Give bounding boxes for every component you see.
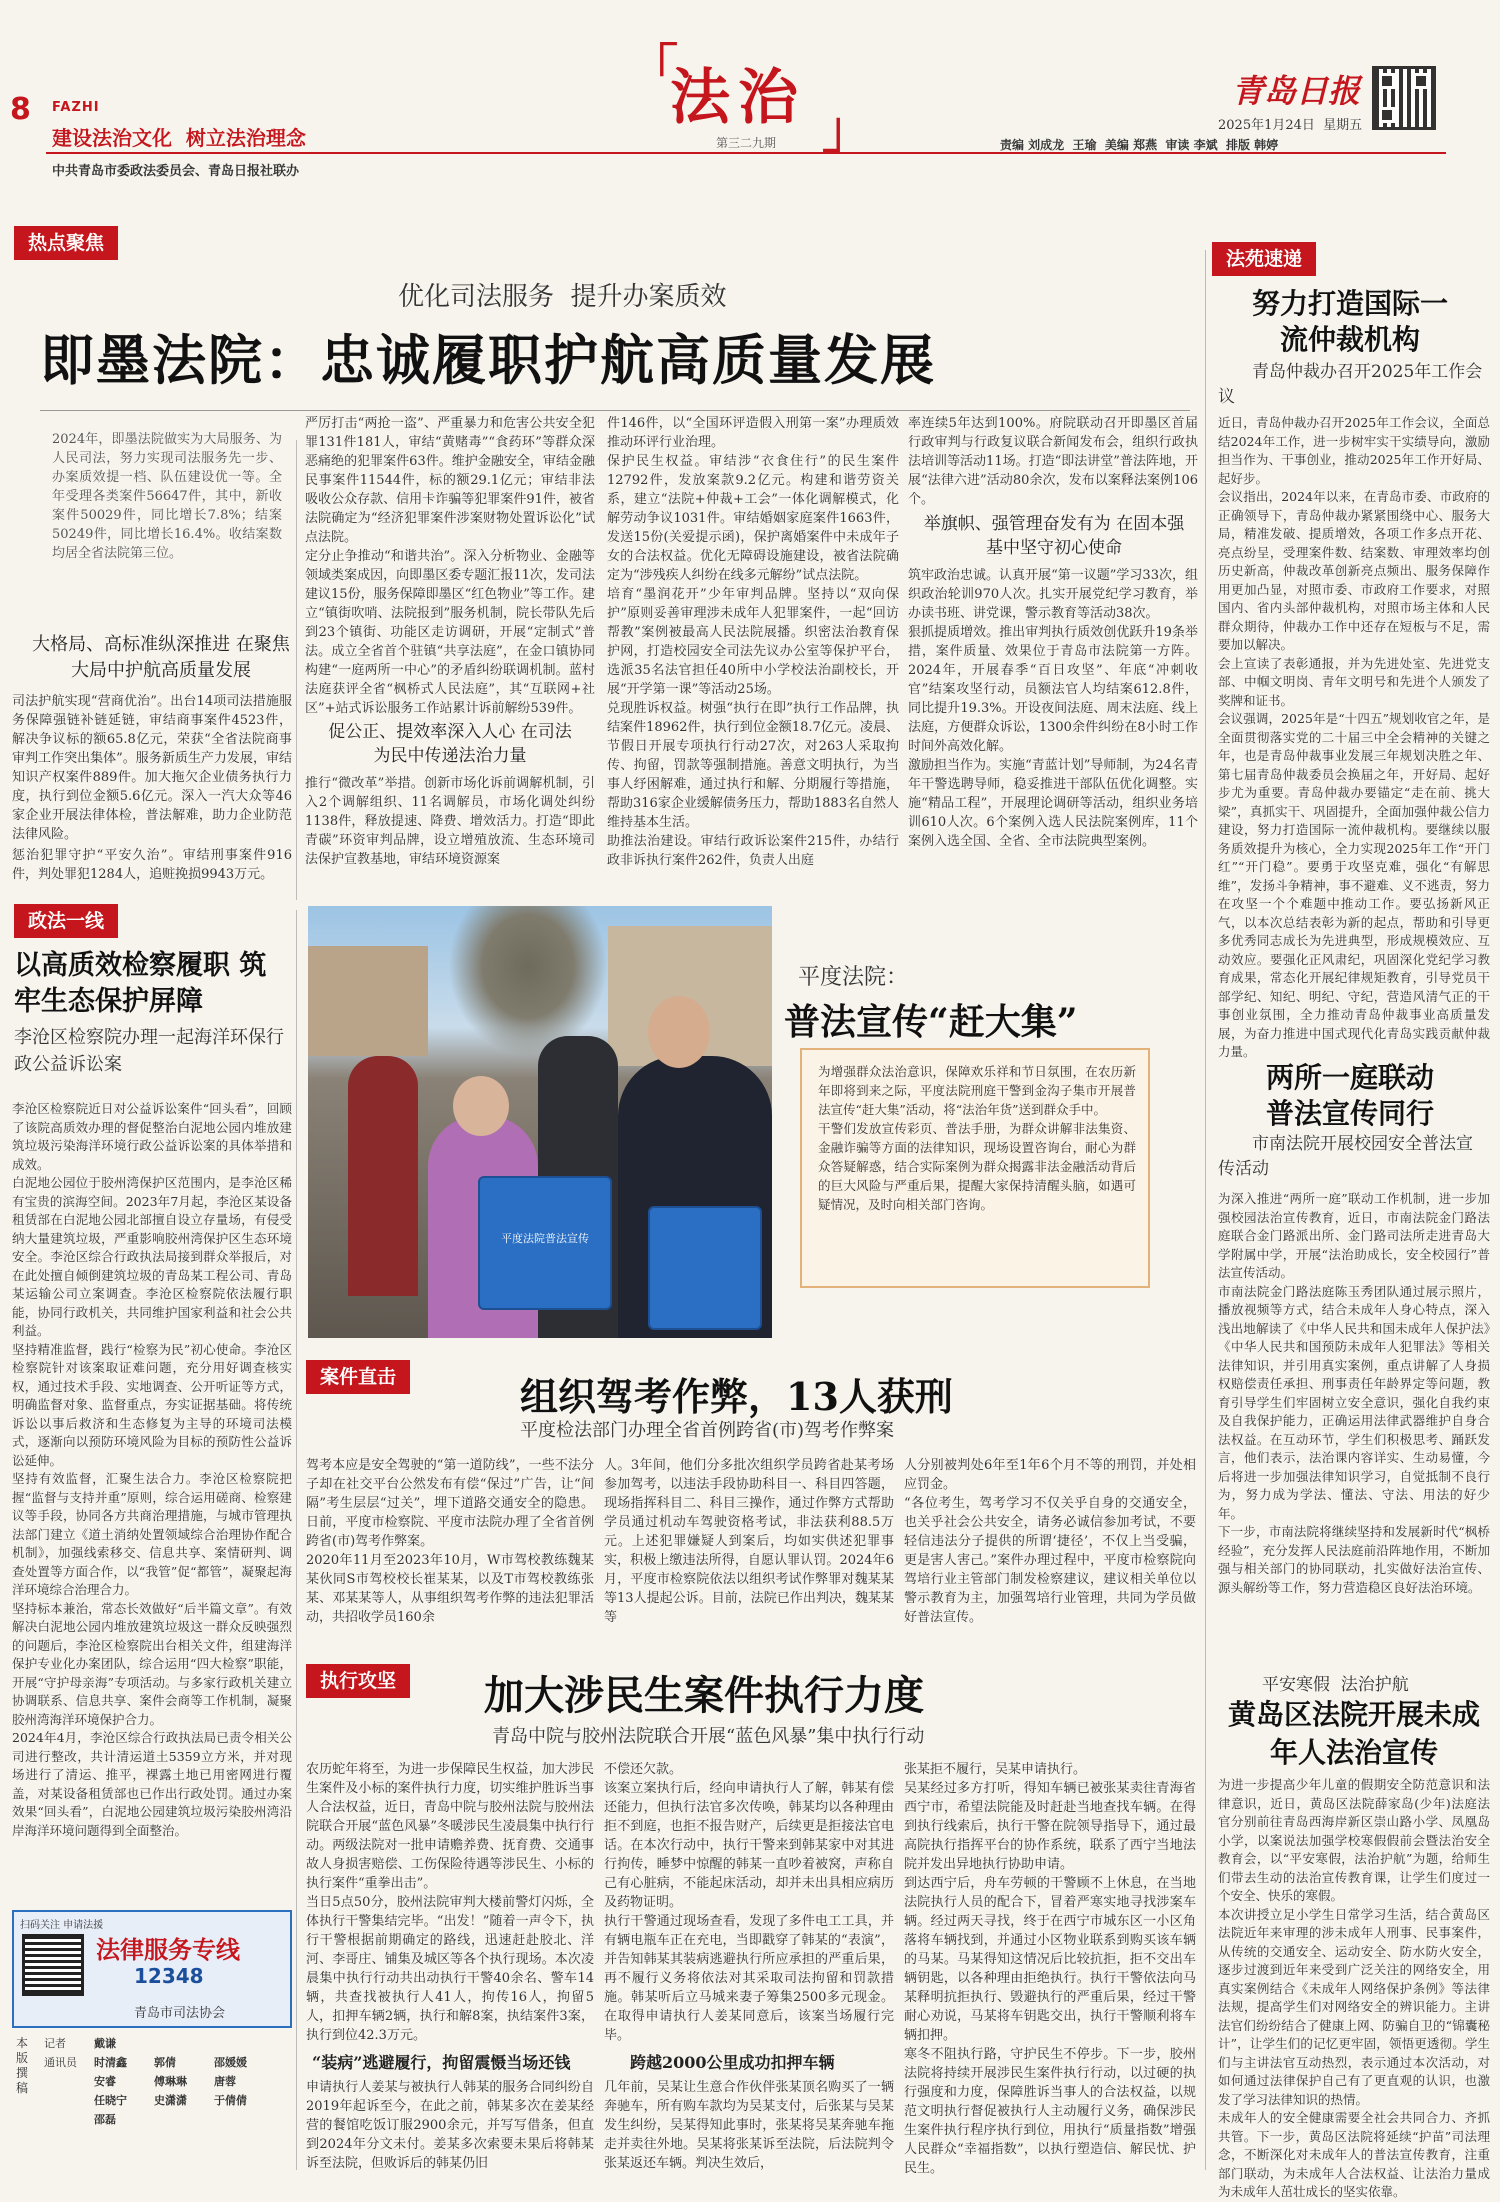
lead-rule	[40, 410, 1190, 411]
staff-line: 责编 刘成龙 王瑜 美编 郑燕 审读 李斌 排版 韩婷	[1000, 138, 1279, 152]
photo-tree	[448, 906, 608, 1056]
paper-logo: 青岛日报	[1232, 72, 1361, 110]
section-title: 法治	[670, 63, 806, 133]
exec-title: 加大涉民生案件执行力度	[484, 1672, 924, 1719]
case-subtitle: 平度检法部门办理全省首例跨省(市)驾考作弊案	[520, 1420, 895, 1441]
right-article-3-kicker: 平安寒假 法治护航	[1262, 1675, 1409, 1695]
right-article-2-title: 两所一庭联动 普法宣传同行	[1265, 1061, 1434, 1130]
credits-row: 通讯员 时清鑫 郭倩 邵媛媛	[44, 2056, 247, 2069]
case-col-1: 驾考本应是安全驾驶的“第一道防线”，一些不法分子却在社交平台公然发布有偿“保过”广告，让“间隔”考生层层“过关”，埋下道路交通安全的隐患。日前，平度市检察院、平度市法院办理了全省首例跨省(市)驾考作弊案。 2020年11月至2023年10月，W市驾校教练魏某某伙同S市驾校校长崔某某，以及T市驾校教练张某、邓某某等人，从事组织驾考作弊的违法犯罪活动，共招收学员160余	[306, 1458, 594, 1625]
divider-lower-left	[296, 910, 297, 2170]
feature-photo	[308, 906, 772, 1338]
exec-col-2b: 几年前，吴某让生意合作伙伴张某顶名购买了一辆奔驰车，所有购车款均为吴某支付，后张某与吴某发生纠纷，吴某得知此事时，张某将吴某奔驰车拖走并卖往外地。吴某将张某诉至法院，后法院判令张某返还车辆。判决生效后，	[604, 2080, 894, 2171]
exec-subtitle: 青岛中院与胶州法院联合开展“蓝色风暴”集中执行行动	[492, 1726, 925, 1747]
lead-col-2b: 推行“微改革”举措。创新市场化诉前调解机制，引入2个调解组织、11名调解员，市场化调处纠纷1138件，释放提速、降费、增效活力。打造“即此青碳”环资审判品牌，设立增殖放流、生态环境司法保护宣教基地，审结环境资源案	[305, 776, 595, 867]
credits-table	[44, 2034, 294, 2129]
lead-title: 即墨法院：忠诚履职护航高质量发展	[40, 328, 936, 392]
feature-kicker: 平度法院：	[798, 965, 909, 990]
right-article-2-subtitle: 市南法院开展校园安全普法宣传活动	[1218, 1134, 1473, 1179]
exec-col-2: 不偿还欠款。 该案立案执行后，经向申请执行人了解，韩某有偿还能力，但执行法官多次传唤，韩某均以各种理由拒不到庭，也拒不报告财产，后续更是拒接法官电话。在本次行动中，执行干警来到韩某家中对其进行拘传，睡梦中惊醒的韩某一直吵着被窝，声称自己有心脏病，不能起床活动，却并未出具相应病历及药物证明。 执行干警通过现场查看，发现了多件电工工具，并有辆电瓶车正在充电，当即戳穿了韩某的“表演”，并告知韩某其装病逃避执行所应承担的严重后果，再不履行义务将依法对其采取司法拘留和罚款措施。韩某听后立马城来妻子筹集2500多元现金。在取得申请执行人姜某同意后，该案当场履行完毕。	[604, 1762, 894, 2043]
photo-blue-bag: 平度法院普法宣传	[478, 1176, 612, 1310]
sponsor-line: 中共青岛市委政法委员会、青岛日报社联办	[52, 164, 300, 179]
right-article-1-body: 近日，青岛仲裁办召开2025年工作会议，全面总结2024年工作，进一步树牢实干实绩导向，激励担当作为、干事创业，推动2025年工作开好局、起好步。 会议指出，2024年以来，在青岛市委、市政府的正确领导下，青岛仲裁办紧紧围绕中心、服务大局，精准发破、提质增效，各项工作多点开花、亮点纷呈，受理案件数、结案数、审理效率均创历史新高，仲裁改革创新亮点频出、服务保障作用更加凸显，对照市委、市政府工作要求，对照国内、省内头部仲裁机构，对照市场主体和人民群众期待，仲裁办工作中还存在短板与不足，需要加以解决。 会上宣读了表彰通报，并为先进处室、先进党支部、中帼文明岗、青年文明号和先进个人颁发了奖牌和证书。 会议强调，2025年是“十四五”规划收官之年，是全面贯彻落实党的二十届三中全会精神的关键之年，也是青岛仲裁事业发展三年规划决胜之年、第七届青岛仲裁委员会换届之年，开好局、起好步尤为重要。青岛仲裁办要锚定“走在前、挑大梁”，真抓实干、巩固提升，全面加强仲裁公信力建设，努力打造国际一流仲裁机构。要继续以服务质效提升为核心，全力实现2025年工作“开门红”“开门稳”。要勇于攻坚克难，强化“有解思维”，发扬斗争精神，事不避难、义不逃责，努力在攻坚一个个难题中推动工作。要弘扬新风正气，以本次总结表彰为新的起点，帮助和引导更多优秀同志成长为先进典型，形成规模效应、互动效应。要强化正风肃纪，巩固深化党纪学习教育成果，常态化开展纪律规矩教育，引导党员干部学纪、知纪、明纪、守纪，营造风清气正的干事创业氛围，全力推动青岛仲裁事业高质量发展，为奋力推进中国式现代化青岛实践贡献仲裁力量。	[1218, 415, 1490, 1059]
right-article-2-body: 为深入推进“两所一庭”联动工作机制，进一步加强校园法治宣传教育，近日，市南法院金门路法庭联合金门路派出所、金门路司法所走进青岛大学附属中学，开展“法治助成长，安全校园行”普法宣传活动。 市南法院金门路法庭陈玉秀团队通过展示照片，播放视频等方式，结合未成年人身心特点，深入浅出地解读了《中华人民共和国未成年人保护法》《中华人民共和国预防未成年人犯罪法》等相关法律知识，并引用真实案例，重点讲解了人身损权赔偿责任承担、刑事责任年龄界定等问题，教育引导学生们牢固树立安全意识，强化自我约束及自我保护能力，正确运用法律武器维护自身合法权益。在互动环节，学生们积极思考、踊跃发言，他们表示，法治课内容详实、生动易懂，今后将进一步加强法律知识学习，自觉抵制不良行为，努力成为学法、懂法、守法、用法的好少年。 下一步，市南法院将继续坚持和发展新时代“枫桥经验”，充分发挥人民法庭前沿阵地作用，不断加强与相关部门的协同联动，扎实做好法治宣传、源头解纷等工作，努力营造稳区良好法治环境。	[1218, 1191, 1490, 1595]
credits-row: 任晓宁 史潇潇 于倩倩	[94, 2094, 247, 2107]
section-pinyin: FAZHI	[52, 100, 100, 115]
exec-subhead-1: “装病”逃避履行，拘留震慑当场还钱	[312, 2053, 571, 2072]
lead-kicker: 优化司法服务 提升办案质效	[398, 282, 727, 312]
procur-title: 以高质效检察履职 筑牢生态保护屏障	[14, 950, 267, 1017]
photo-blue-bag	[648, 1206, 762, 1330]
issue-number: 第三二九期	[716, 136, 777, 150]
exec-col-1b: 申请执行人姜某与被执行人韩某的服务合同纠纷自2019年起诉至今，在此之前，韩某多次在姜某经营的餐馆吃饭订服2900余元，并写写借条，但直到2024年分文未付。姜某多次索要未果后将韩某诉至法院，但败诉后的韩某仍旧	[306, 2080, 594, 2171]
lead-col-4: 率连续5年达到100%。府院联动召开即墨区首届行政审判与行政复议联合新闻发布会，组织行政执法培训等活动11场。打造“即法讲堂”普法阵地，开展“法律六进”活动80余次，发布以案释法案例106个。	[908, 416, 1198, 507]
tag-politics-law-frontline: 政法一线	[14, 904, 118, 938]
tag-hot-focus: 热点聚焦	[14, 226, 118, 260]
section-slogan: 建设法治文化 树立法治理念	[52, 126, 306, 150]
divider-left	[296, 440, 297, 900]
hotline-top-text: 扫码关注 申请法援	[20, 1920, 104, 1931]
tag-enforcement: 执行攻坚	[306, 1664, 410, 1698]
exec-subhead-2: 跨越2000公里成功扣押车辆	[630, 2053, 835, 2072]
lead-subhead-3: 举旗帜、强管理奋发有为 在固本强基中坚守初心使命	[923, 514, 1185, 558]
hotline-line1: 法律服务专线	[96, 1935, 240, 1964]
right-article-1-subtitle: 青岛仲裁办召开2025年工作会议	[1218, 362, 1483, 407]
feature-caption: 为增强群众法治意识，保障欢乐祥和节日氛围，在农历新年即将到来之际，平度法院刑庭干警到金沟子集市开展普法宣传“赶大集”活动，将“法治年货”送到群众手中。 干警们发放宣传彩页、普法手册，为群众讲解非法集资、金融诈骗等方面的法律知识，现场设置咨询台，耐心为群众答疑解惑，结合实际案例为群众揭露非法金融活动背后的巨大风险与严重后果，提醒大家保持清醒头脑，如遇可疑情况，及时向相关部门咨询。	[818, 1064, 1136, 1212]
lead-col-2: 严厉打击“两抢一盗”、严重暴力和危害公共安全犯罪131件181人，审结“黄赌毒”“食药环”等群众深恶痛绝的犯罪案件63件。维护金融安全，审结金融民事案件11544件，标的额29.1亿元；审结非法吸收公众存款、信用卡诈骗等犯罪案件91件，被省法院确定为“经济犯罪案件涉案财物处置诉讼化”试点法院。 定分止争推动“和谐共治”。深入分析物业、金融等领域类案成因，向即墨区委专题汇报11次，发司法建议15份，服务保障即墨区“红色物业”等工作。建立“镇街吹哨、法院报到”服务机制，院长带队先后到23个镇街、功能区走访调研，开展“定制式”普法。成立全省首个驻镇“共享法庭”，在金口镇协同构建“一庭两所一中心”的矛盾纠纷联调机制。蓝村法庭获评全省“枫桥式人民法庭”，其“互联网+社区”+站式诉讼服务工作站累计诉前解纷539件。	[305, 416, 595, 716]
lead-summary: 2024年，即墨法院做实为大局服务、为人民司法，努力实现司法服务先一步、办案质效提一档、队伍建设优一等。全年受理各类案件56647件，其中，新收案件50029件，同比增长7.8%；结案50249件，同比增长16.4%。收结案数均居全省法院第三位。	[52, 432, 282, 561]
title-bracket-left: 「	[628, 38, 678, 97]
right-article-1-title: 努力打造国际一流仲裁机构	[1251, 287, 1448, 356]
credits-row: 安睿 傅琳琳 唐蓉	[94, 2075, 236, 2088]
hotline-box	[12, 1910, 292, 2028]
photo-person-red	[348, 1056, 418, 1296]
procur-body: 李沧区检察院近日对公益诉讼案件“回头看”，回顾了该院高质效办理的督促整治白泥地公园内堆放建筑垃圾污染海洋环境行政公益诉讼案的具体举措和成效。 白泥地公园位于胶州湾保护区范围内，是李沧区稀有宝贵的滨海空间。2023年7月起，李沧区某设备租赁部在白泥地公园北部擅自设立存量场，有侵受纳大量建筑垃圾，严重影响胶州湾保护区生态环境安全。李沧区综合行政执法局接到群众举报后，对在此处擅自倾倒建筑垃圾的青岛某工程公司、青岛某运输公司立案调查。李沧区检察院依法履行职能，协同行政机关，共同维护国家利益和社会公共利益。 坚持精准监督，践行“检察为民”初心使命。李沧区检察院针对该案取证难问题，充分用好调查核实权，通过技术手段、实地调查、公开听证等方式，明确监督对象、监督重点，夯实证据基础。将传统诉讼以事后救济和生态修复为主导的环境司法模式，逐渐向以预防环境风险为目标的预防性公益诉讼延伸。 坚持有效监督，汇聚生法合力。李沧区检察院把握“监督与支持并重”原则，综合运用磋商、检察建议等手段，协同各方共商治理措施，与城市管理执法部门建立《道土消纳处置领域综合治理协作配合机制》，加强线索移交、信息共享、案情研判、调查处置等方面合作，以“我管”促“都管”，凝聚起海洋环境综合治理合力。 坚持标本兼治，常态长效做好“后半篇文章”。有效解决白泥地公园内堆放建筑垃圾这一群众反映强烈的问题后，李沧区检察院出台相关文件，组建海洋保护专业化办案团队，综合运用“四大检察”职能，开展“守护母亲海”专项活动。与多家行政机关建立协调联系、信息共享、案件会商等工作机制，凝聚胶州湾海洋环境保护合力。 2024年4月，李沧区综合行政执法局已责令相关公司进行整改，共计清运道土5359立方米，并对现场进行了清运、推平，裸露土地已用密网进行覆盖，对某设备租赁部也已作出行政处罚。通过办案效果“回头看”，白泥地公园建筑垃圾污染胶州湾沿岸海洋环境问题得到全面整治。	[12, 1101, 292, 1838]
feature-caption-box	[800, 1048, 1150, 1288]
lead-para-2: 惩治犯罪守护“平安久治”。审结刑事案件916件，判处罪犯1284人，追赃挽损9943万元。	[12, 848, 292, 882]
tag-court-express: 法苑速递	[1212, 242, 1316, 276]
credits-label: 本版撰稿	[16, 2036, 29, 2095]
credits-row: 邵磊	[94, 2113, 116, 2126]
lead-col-4b: 筑牢政治忠诚。认真开展“第一议题”学习33次，组织政治轮训970人次。扎实开展党纪学习教育，举办读书班、讲党课，警示教育等活动38次。 狠抓提质增效。推出审判执行质效创优跃升19条举措，案件质量、效果位于青岛市法院第一方阵。2024年，开展春季“百日攻坚”、年底“冲刺收官”结案攻坚行动，员额法官人均结案612.8件，同比提升19.3%。开设夜间法庭、周末法庭、线上法庭，方便群众诉讼，1300余件纠纷在8小时工作时间外高效化解。 激励担当作为。实施“青蓝计划”导师制，为24名青年干警选聘导师，稳妥推进干部队伍优化调整。实施“精品工程”，开展理论调研等活动，组织业务培训610人次。6个案例入选人民法院案例库，11个案例入选全国、全省、全市法院典型案例。	[908, 568, 1198, 849]
title-bracket-right: 」	[822, 100, 872, 159]
divider-right	[1205, 250, 1206, 2170]
photo-officer-head	[648, 996, 710, 1068]
hotline-qr-icon[interactable]	[22, 1934, 84, 1996]
exec-col-3: 张某拒不履行，吴某申请执行。 吴某经过多方打听，得知车辆已被张某卖往青海省西宁市，希望法院能及时赶赴当地查找车辆。在得到执行线索后，执行干警在院领导指导下，通过最高院执行指挥平台的协作系统，联系了西宁当地法院并发出异地执行协助申请。 到达西宁后，舟车劳顿的干警顾不上休息，在当地法院执行人员的配合下，冒着严寒实地寻找涉案车辆。经过两天寻找，终于在西宁市城东区一小区角落将车辆找到，并通过小区物业联系到购买该车辆的马某。马某得知这情况后比较抗拒，拒不交出车辆钥匙，以各种理由拒绝执行。执行干警依法向马某释明抗拒执行、毁避执行的严重后果，经过干警耐心劝说，马某将车钥匙交出，执行干警顺利将车辆扣押。 寒冬不阻执行路，守护民生不停步。下一步，胶州法院将持续开展涉民生案件执行行动，以过硬的执行强度和力度，保障胜诉当事人的合法权益，以规范文明执行督促被执行人主动履行义务，确保涉民生案件执行程序执行到位，用执行“质量指数”增强人民群众“幸福指数”，以执行塑造信、解民忧、护民生。	[904, 1762, 1196, 2176]
qr-code-icon[interactable]	[1372, 66, 1436, 130]
right-article-3-title: 黄岛区法院开展未成年人法治宣传	[1227, 1698, 1480, 1769]
lead-para-1: 司法护航实现“营商优治”。出台14项司法措施服务保障强链补链延链，审结商事案件4523件，解决争议标的额65.8亿元，荣获“全省法院商事审判工作突出集体”。服务新质生产力发展，审结知识产权案件889件。加大拖欠企业债务执行力度，执行到位金额5.6亿元。深入一汽大众等46家企业开展法律体检，普法解难，助力企业防范法律风险。	[12, 694, 292, 842]
case-col-3: 人分别被判处6年至1年6个月不等的刑罚，并处相应罚金。 “各位考生，驾考学习不仅关乎自身的交通安全，也关乎社会公共安全，请务必诚信参加考试，不要轻信违法分子提供的所谓‘捷径’，不仅上当受骗，更是害人害己。”案件办理过程中，平度市检察院向驾培行业主管部门制发检察建议，建议相关单位以警示教育为主，加强驾培行业管理，共同为学员做好普法宣传。	[904, 1458, 1196, 1625]
exec-col-1: 农历蛇年将至，为进一步保障民生权益，加大涉民生案件及小标的案件执行力度，切实维护胜诉当事人合法权益，近日，青岛中院与胶州法院与胶州法院联合开展“蓝色风暴”冬暖涉民生凌晨集中执行行动。两级法院对一批申请赡养费、抚育费、交通事故人身损害赔偿、工伤保险待遇等涉民生、小标的执行案件“重拳出击”。 当日5点50分，胶州法院审判大楼前警灯闪烁，全体执行干警集结完毕。“出发！”随着一声令下，执行干警根据前期确定的路线，迅速赶赴胶北、洋河、李哥庄、铺集及城区等各个执行现场。本次凌晨集中执行行动共出动执行干警40余名、警车14辆，共查找被执行人41人，拘传16人，拘留5人，扣押车辆2辆，执行和解8案，执结案件3案，执行到位42.3万元。	[306, 1762, 594, 2043]
tag-case-report: 案件直击	[306, 1360, 410, 1394]
hotline-org: 青岛市司法协会	[134, 2006, 226, 2021]
feature-title: 普法宣传“赶大集”	[784, 1001, 1078, 1043]
photo-building	[308, 946, 428, 1056]
lead-subhead-1: 大格局、高标准纵深推进 在聚焦大局中护航高质量发展	[32, 634, 290, 681]
right-article-3-body: 为进一步提高少年儿童的假期安全防范意识和法律意识，近日，黄岛区法院薛家岛(少年)法庭法官分别前往青岛西海岸新区崇山路小学、凤凰岛小学，以案说法加强学校寒假假前会暨法治安全教育会，以“平安寒假，法治护航”为题，给师生们带去生动的法治宣传教育课，让学生们度过一个安全、快乐的寒假。 本次讲授立足小学生日常学习生活，结合黄岛区法院近年来审理的涉未成年人刑事、民事案件，从传统的交通安全、运动安全、防水防火安全，逐步过渡到近年来受到广泛关注的网络安全，用真实案例结合《未成年人网络保护条例》等法律法规，提高学生们对网络安全的辨识能力。主讲法官们纷纷结合了健康上网、防骗自卫的“锦囊秘计”，让学生们的记忆更牢固，领悟更透彻。学生们与主讲法官互动热烈，表示通过本次活动，对如何通过法律保护自己有了更直观的认识，也激发了学习法律知识的热情。 未成年人的安全健康需要全社会共同合力、齐抓共管。下一步，黄岛区法院将延续“护苗”司法理念，不断深化对未成年人的普法宣传教育，注重部门联动，为未成年人合法权益、让法治力量成为未成年人茁壮成长的坚实依靠。	[1218, 1777, 1490, 2199]
page-number: 8	[10, 92, 31, 127]
lead-col-3: 件146件，以“全国环评造假入刑第一案”办理质效推动环评行业治理。 保护民生权益。审结涉“衣食住行”的民生案件12792件，发放案款9.2亿元。构建和谐劳资关系，建立“法院+仲裁+工会”一体化调解模式，化解劳动争议1031件。审结婚姻家庭案件1663件，发送15份(关爱提示函)，保护离婚案件中未成年子女的合法权益。优化无障碍设施建设，被省法院确定为“涉残疾人纠纷在线多元解纷”试点法院。 培育“墨润花开”少年审判品牌。坚持以“双向保护”原则妥善审理涉未成年人犯罪案件，一起“回访帮教”案例被最高人民法院展播。织密法治教育保护网，打造校园安全司法先议办公室等保护平台，选派35名法官担任40所中小学校法治副校长，开展“开学第一课”等活动25场。 兑现胜诉权益。树强“执行在即”执行工作品牌，执结案件18962件，执行到位金额18.7亿元。凌晨、节假日开展专项执行行动27次，对263人采取拘传、拘留，罚款等强制措施。善意文明执行，为当事人纾困解难，通过执行和解、分期履行等措施，帮助316家企业缓解债务压力，帮助1883名自然人维持基本生活。 助推法治建设。审结行政诉讼案件215件，办结行政非诉执行案件262件，负责人出庭	[607, 416, 899, 868]
credits-row: 记者 戴谦	[44, 2037, 116, 2050]
lead-subhead-2: 促公正、提效率深入人心 在司法为民中传递法治力量	[328, 722, 572, 766]
case-col-2: 人。3年间，他们分多批次组织学员跨省赴某考场参加驾考，以违法手段协助科目一、科目四答题，现场指挥科目二、科目三操作，通过作弊方式帮助学员通过机动车驾驶资格考试，非法获利88.5万元。上述犯罪嫌疑人到案后，均如实供述犯罪事实，积极上缴违法所得，自愿认罪认罚。2024年6月，平度市检察院依法以组织考试作弊罪对魏某某等13人提起公诉。目前，法院已作出判决，魏某某等	[604, 1458, 894, 1625]
procur-subtitle: 李沧区检察院办理一起海洋环保行政公益诉讼案	[14, 1027, 284, 1075]
photo-person-elder-head	[453, 1076, 509, 1136]
case-title: 组织驾考作弊，13人获刑	[520, 1374, 953, 1419]
issue-date: 2025年1月24日 星期五	[1218, 118, 1363, 133]
hotline-number[interactable]: 12348	[134, 1964, 204, 1988]
